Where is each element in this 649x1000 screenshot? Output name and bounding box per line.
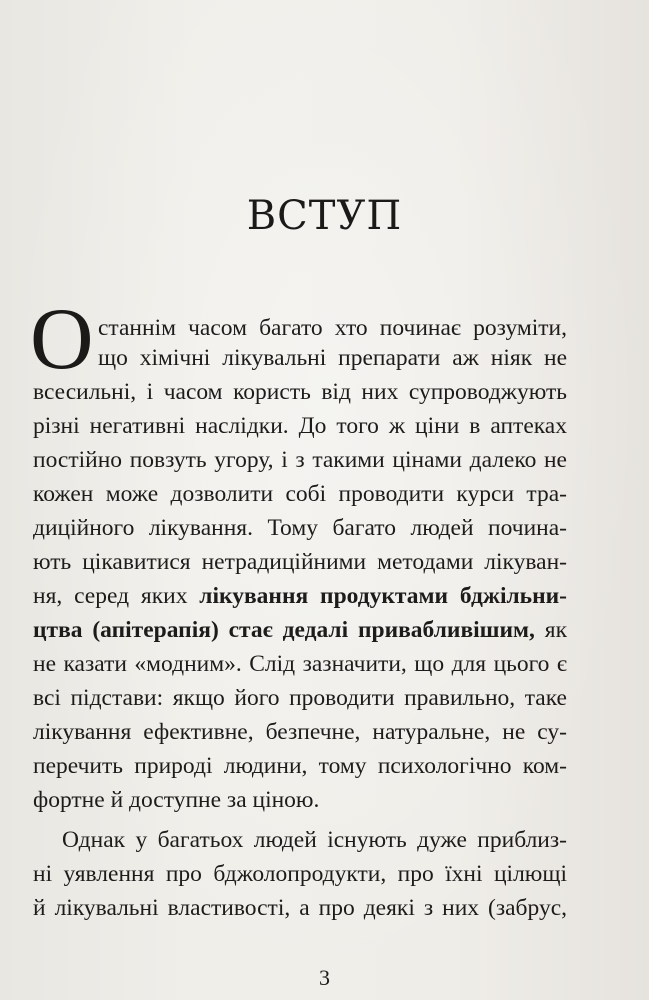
page-number: 3 (319, 965, 330, 990)
body-line: всесильні, і часом користь від них супроводжують (33, 379, 567, 405)
body-line: ні уявлення про бджолопродукти, про їхні цілющі (33, 861, 567, 887)
body-line: різні негативні наслідки. До того ж ціни в аптеках (33, 413, 567, 439)
drop-cap: О (30, 291, 94, 388)
body-line: кожен може дозволити собі проводити курси тра- (33, 481, 567, 507)
body-line: постійно повзуть угору, і з такими цінами далеко не (33, 447, 567, 473)
body-line: лікування ефективне, безпечне, натуральне, не су- (33, 719, 567, 745)
body-line: станнім часом багато хто починає розуміти, (98, 315, 567, 341)
body-line: що хімічні лікувальні препарати аж ніяк не (98, 345, 567, 371)
bold-text: цтва (апітерапія) стає дедалі привабливішим, (33, 617, 535, 643)
body-line: фортне й доступне за ціною. (33, 787, 320, 813)
body-text: як (534, 617, 567, 643)
bold-text: лікування продуктами бджільни- (199, 583, 567, 609)
body-line: не казати «модним». Слід зазначити, що для цього є (33, 651, 567, 677)
body-line: ють цікавитися нетрадиційними методами лікуван- (33, 549, 567, 575)
chapter-heading: ВСТУП (246, 193, 403, 239)
body-line: й лікувальні властивості, а про деякі з них (забрус, (33, 895, 567, 921)
body-text: ня, серед яких (33, 583, 200, 609)
body-line-mixed (33, 581, 567, 611)
body-line: диційного лікування. Тому багато людей почина- (33, 515, 567, 541)
body-line-mixed (33, 615, 567, 645)
body-line: Однак у багатьох людей існують дуже приблиз- (62, 827, 567, 853)
body-line: перечить природі людини, тому психологічно ком- (33, 753, 567, 779)
body-line: всі підстави: якщо його проводити правильно, таке (33, 685, 567, 711)
